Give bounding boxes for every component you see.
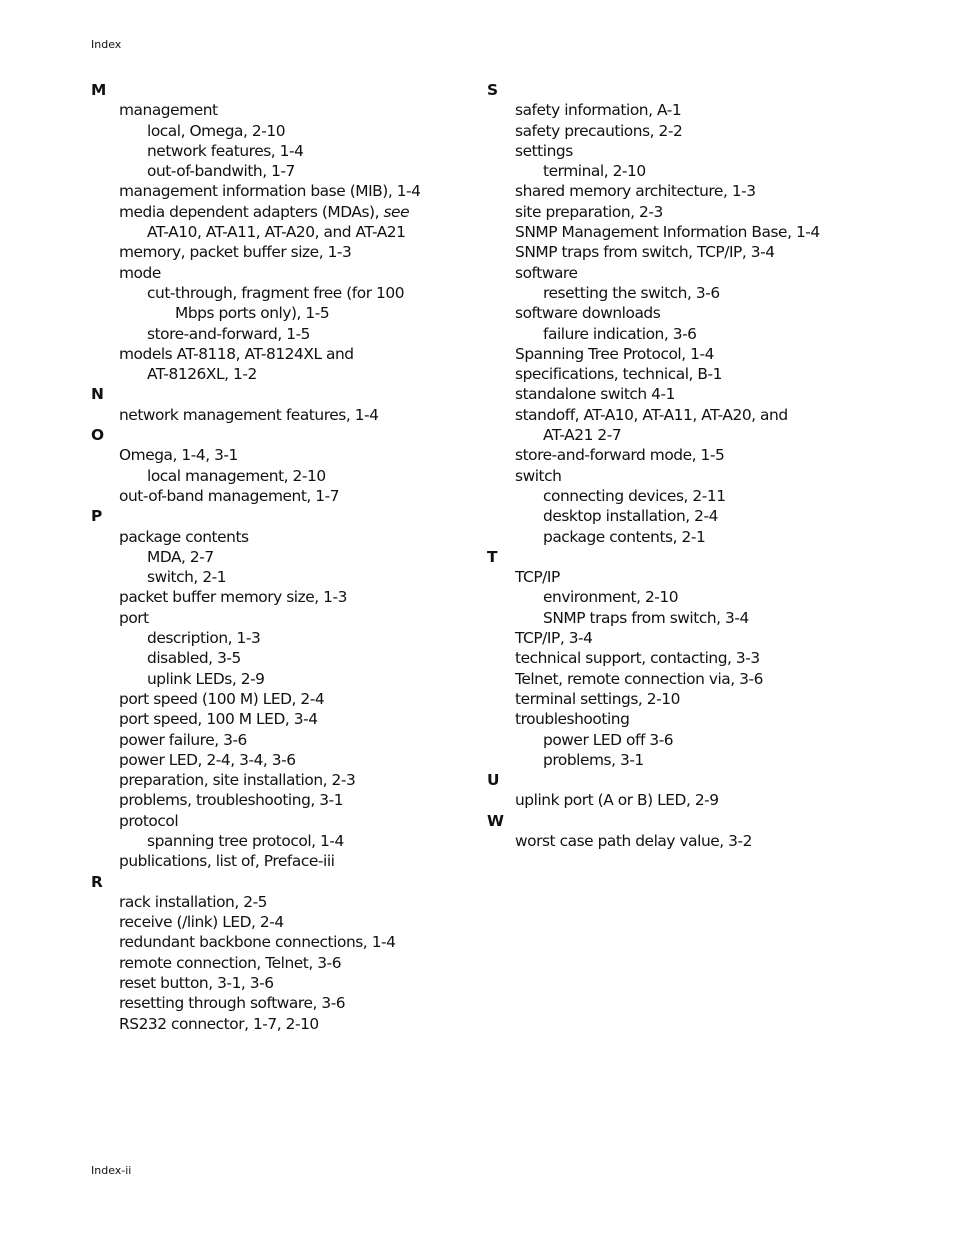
index-entry-text: network management features, 1-4 xyxy=(119,405,379,424)
index-entry xyxy=(91,831,471,851)
index-entry xyxy=(487,141,927,161)
index-entry-text: power LED, 2-4, 3-4, 3-6 xyxy=(119,750,296,769)
index-entry xyxy=(487,222,927,242)
index-entry xyxy=(91,932,471,952)
index-entry-text: problems, troubleshooting, 3-1 xyxy=(119,791,344,810)
index-entry-text: SNMP Management Information Base, 1-4 xyxy=(515,223,820,242)
index-entry-text: uplink LEDs, 2-9 xyxy=(147,669,265,688)
index-entry xyxy=(487,181,927,201)
index-entry xyxy=(91,324,471,344)
index-entry-text: out-of-bandwith, 1-7 xyxy=(147,162,295,181)
index-entry-text: redundant backbone connections, 1-4 xyxy=(119,933,396,952)
index-entry xyxy=(91,445,471,465)
index-entry-text: safety information, A-1 xyxy=(515,101,682,120)
index-entry xyxy=(91,953,471,973)
index-entry-text: remote connection, Telnet, 3-6 xyxy=(119,953,342,972)
index-entry xyxy=(91,730,471,750)
index-entry-text: network features, 1-4 xyxy=(147,141,304,160)
index-letter-heading xyxy=(91,872,471,892)
index-entry xyxy=(487,425,927,445)
index-entry-text: O xyxy=(91,426,104,445)
index-entry-text: U xyxy=(487,771,500,790)
index-entry-text: failure indication, 3-6 xyxy=(543,324,697,343)
index-entry xyxy=(91,709,471,729)
index-entry-text: Mbps ports only), 1-5 xyxy=(175,304,330,323)
index-entry-text: S xyxy=(487,81,498,99)
index-entry xyxy=(487,790,927,810)
index-entry-text: package contents xyxy=(119,527,249,546)
index-entry-text: N xyxy=(91,385,104,404)
index-entry-text: AT-A21 2-7 xyxy=(543,426,622,445)
index-entry-text: reset button, 3-1, 3-6 xyxy=(119,974,274,993)
index-entry xyxy=(91,222,471,242)
index-entry xyxy=(91,466,471,486)
index-entry xyxy=(487,405,927,425)
index-entry xyxy=(487,587,927,607)
index-entry-text: T xyxy=(487,547,498,566)
index-entry-text: TCP/IP xyxy=(515,568,560,587)
index-entry xyxy=(91,263,471,283)
index-entry xyxy=(487,242,927,262)
index-entry-text: description, 1-3 xyxy=(147,629,261,648)
index-entry-text: protocol xyxy=(119,811,179,830)
index-entry-text: TCP/IP, 3-4 xyxy=(515,629,593,648)
index-entry xyxy=(91,161,471,181)
index-entry xyxy=(487,709,927,729)
index-entry xyxy=(487,283,927,303)
index-entry xyxy=(487,344,927,364)
index-entry-text: shared memory architecture, 1-3 xyxy=(515,182,756,201)
index-entry-text: package contents, 2-1 xyxy=(543,527,706,546)
index-entry-text: memory, packet buffer size, 1-3 xyxy=(119,243,352,262)
index-entry xyxy=(91,547,471,567)
index-entry xyxy=(91,527,471,547)
index-entry-text: power LED off 3-6 xyxy=(543,730,674,749)
index-entry-text: software xyxy=(515,263,578,282)
index-entry-text: power failure, 3-6 xyxy=(119,730,247,749)
index-entry-text: Telnet, remote connection via, 3-6 xyxy=(515,669,763,688)
index-entry xyxy=(91,689,471,709)
index-entry xyxy=(91,1014,471,1034)
index-entry xyxy=(487,567,927,587)
index-entry xyxy=(487,608,927,628)
index-entry-text: M xyxy=(91,81,106,99)
index-entry xyxy=(487,831,927,851)
index-letter-heading xyxy=(91,80,471,100)
index-entry xyxy=(487,506,927,526)
index-entry xyxy=(487,324,927,344)
index-letter-heading xyxy=(487,811,927,831)
index-entry-text: Spanning Tree Protocol, 1-4 xyxy=(515,344,714,363)
index-entry xyxy=(91,993,471,1013)
index-entry xyxy=(487,364,927,384)
index-letter-heading xyxy=(91,384,471,404)
index-entry xyxy=(487,628,927,648)
index-entry xyxy=(487,263,927,283)
index-entry xyxy=(487,750,927,770)
index-letter-heading xyxy=(487,547,927,567)
index-entry xyxy=(91,811,471,831)
index-entry-text: uplink port (A or B) LED, 2-9 xyxy=(515,791,719,810)
index-column-right xyxy=(487,80,927,851)
index-entry xyxy=(91,587,471,607)
index-entry-text: switch, 2-1 xyxy=(147,568,227,587)
index-entry xyxy=(91,242,471,262)
index-entry-text: technical support, contacting, 3-3 xyxy=(515,649,760,668)
index-entry xyxy=(487,730,927,750)
index-letter-heading xyxy=(487,770,927,790)
index-entry-text: local management, 2-10 xyxy=(147,466,326,485)
index-entry xyxy=(487,100,927,120)
index-entry xyxy=(91,141,471,161)
index-entry xyxy=(91,486,471,506)
index-entry-text: resetting the switch, 3-6 xyxy=(543,283,720,302)
index-entry-text: SNMP traps from switch, 3-4 xyxy=(543,608,749,627)
index-entry-text: environment, 2-10 xyxy=(543,588,679,607)
index-entry-text: port speed, 100 M LED, 3-4 xyxy=(119,710,318,729)
index-entry-text: RS232 connector, 1-7, 2-10 xyxy=(119,1014,319,1033)
index-entry xyxy=(91,364,471,384)
index-entry-text: disabled, 3-5 xyxy=(147,649,241,668)
index-entry-text: W xyxy=(487,811,504,830)
index-entry-text: media dependent adapters (MDAs), xyxy=(119,202,384,221)
index-entry-text: software downloads xyxy=(515,304,661,323)
index-entry xyxy=(91,628,471,648)
index-entry xyxy=(91,405,471,425)
see-reference: see xyxy=(383,202,410,221)
index-entry-text: packet buffer memory size, 1-3 xyxy=(119,588,347,607)
index-entry-text: rack installation, 2-5 xyxy=(119,892,268,911)
index-entry xyxy=(91,303,471,323)
index-entry xyxy=(91,121,471,141)
index-entry xyxy=(91,669,471,689)
index-entry xyxy=(487,384,927,404)
index-entry xyxy=(487,669,927,689)
index-entry-text: store-and-forward mode, 1-5 xyxy=(515,446,725,465)
index-entry-text: problems, 3-1 xyxy=(543,750,644,769)
index-entry xyxy=(91,770,471,790)
index-entry xyxy=(487,303,927,323)
index-entry xyxy=(91,892,471,912)
index-entry-text: terminal settings, 2-10 xyxy=(515,689,680,708)
index-entry-text: troubleshooting xyxy=(515,710,630,729)
index-entry-text: specifications, technical, B-1 xyxy=(515,365,722,384)
index-entry xyxy=(91,202,471,222)
running-header: Index xyxy=(91,38,122,51)
index-entry-text: publications, list of, Preface-iii xyxy=(119,852,335,871)
index-entry-text: receive (/link) LED, 2-4 xyxy=(119,913,284,932)
index-entry xyxy=(487,527,927,547)
index-entry xyxy=(91,851,471,871)
index-entry-text: Omega, 1-4, 3-1 xyxy=(119,446,238,465)
index-entry-text: cut-through, fragment free (for 100 xyxy=(147,283,405,302)
index-entry-text: out-of-band management, 1-7 xyxy=(119,486,340,505)
index-entry xyxy=(91,100,471,120)
index-entry-text: resetting through software, 3-6 xyxy=(119,994,346,1013)
index-entry xyxy=(91,181,471,201)
index-entry-text: R xyxy=(91,872,103,891)
index-entry xyxy=(487,466,927,486)
index-entry-text: mode xyxy=(119,263,161,282)
index-entry xyxy=(91,912,471,932)
index-entry xyxy=(91,567,471,587)
index-entry-text: safety precautions, 2-2 xyxy=(515,121,683,140)
index-letter-heading xyxy=(91,425,471,445)
index-entry-text: management information base (MIB), 1-4 xyxy=(119,182,421,201)
page-footer: Index-ii xyxy=(91,1164,132,1177)
index-entry xyxy=(487,486,927,506)
index-entry-text: settings xyxy=(515,141,573,160)
index-entry xyxy=(487,121,927,141)
index-entry-text: store-and-forward, 1-5 xyxy=(147,324,311,343)
index-entry-text: preparation, site installation, 2-3 xyxy=(119,771,356,790)
index-entry-text: AT-8126XL, 1-2 xyxy=(147,365,257,384)
index-entry-text: site preparation, 2-3 xyxy=(515,202,663,221)
index-entry xyxy=(487,161,927,181)
index-entry xyxy=(91,608,471,628)
index-entry xyxy=(91,344,471,364)
index-entry xyxy=(91,283,471,303)
index-entry-text: P xyxy=(91,507,102,526)
index-entry xyxy=(91,790,471,810)
index-entry-text: switch xyxy=(515,466,562,485)
index-entry-text: management xyxy=(119,101,218,120)
index-entry xyxy=(91,750,471,770)
index-entry xyxy=(91,648,471,668)
index-entry-text: SNMP traps from switch, TCP/IP, 3-4 xyxy=(515,243,775,262)
index-entry-text: worst case path delay value, 3-2 xyxy=(515,831,752,850)
index-entry-text: standalone switch 4-1 xyxy=(515,385,675,404)
index-entry-text: local, Omega, 2-10 xyxy=(147,121,286,140)
index-entry-text: port speed (100 M) LED, 2-4 xyxy=(119,689,325,708)
index-column-left xyxy=(91,80,471,1034)
index-entry-text: spanning tree protocol, 1-4 xyxy=(147,831,344,850)
index-entry-text: terminal, 2-10 xyxy=(543,162,646,181)
index-entry xyxy=(487,689,927,709)
index-entry-text: AT-A10, AT-A11, AT-A20, and AT-A21 xyxy=(147,223,406,242)
index-entry xyxy=(487,445,927,465)
index-entry-text: standoff, AT-A10, AT-A11, AT-A20, and xyxy=(515,405,788,424)
index-letter-heading xyxy=(91,506,471,526)
index-entry-text: connecting devices, 2-11 xyxy=(543,486,726,505)
index-entry-text: MDA, 2-7 xyxy=(147,547,214,566)
index-entry xyxy=(487,648,927,668)
index-entry xyxy=(91,973,471,993)
index-letter-heading xyxy=(487,80,927,100)
index-entry xyxy=(487,202,927,222)
index-entry-text: models AT-8118, AT-8124XL and xyxy=(119,344,354,363)
index-entry-text: port xyxy=(119,608,149,627)
index-entry-text: desktop installation, 2-4 xyxy=(543,507,718,526)
